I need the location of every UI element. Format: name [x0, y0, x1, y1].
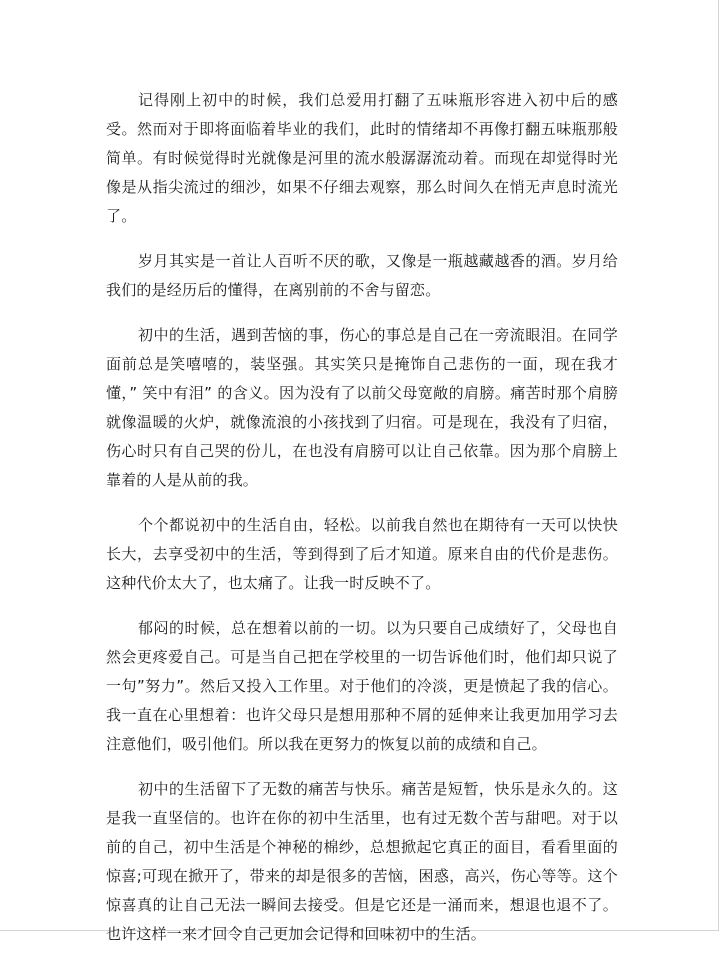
- paragraph-3: 初中的生活，遇到苦恼的事，伤心的事总是自己在一旁流眼泪。在同学面前总是笑嘻嘻的，装坚强。其实笑只是掩饰自己悲伤的一面，现在我才懂，” 笑中有泪” 的含义。因为没有了以前父母宽敞的肩膀。痛苦时那个肩膀就像温暖的火炉，就像流浪的小孩找到了归宿。可是现在，我没有了归宿，伤心时只有自己哭的份儿，在也没有肩膀可以让自己依靠。因为那个肩膀上靠着的人是从前的我。: [106, 326, 618, 489]
- paragraph-2: 岁月其实是一首让人百听不厌的歌，又像是一瓶越藏越香的酒。岁月给我们的是经历后的懂得，在离别前的不舍与留恋。: [106, 252, 618, 299]
- paragraph-1: 记得刚上初中的时候，我们总爱用打翻了五味瓶形容进入初中后的感受。然而对于即将面临着毕业的我们，此时的情绪却不再像打翻五味瓶那般简单。有时候觉得时光就像是河里的流水般潺潺流动着。而现在却觉得时光像是从指尖流过的细沙，如果不仔细去观察，那么时间久在悄无声息时流光了。: [106, 91, 618, 225]
- paragraph-6: 初中的生活留下了无数的痛苦与快乐。痛苦是短暂，快乐是永久的。这是我一直坚信的。也许在你的初中生活里，也有过无数个苦与甜吧。对于以前的自己，初中生活是个神秘的棉纱，总想掀起它真正的面目，看看里面的惊喜;可现在掀开了，带来的却是很多的苦恼，困惑，高兴，伤心等等。这个惊喜真的让自己无法一瞬间去接受。但是它还是一涌而来，想退也退不了。也许这样一来才回令自己更加会记得和回味初中的生活。: [106, 780, 618, 943]
- essay-body: [106, 86, 618, 965]
- paragraph-4: 个个都说初中的生活自由，轻松。以前我自然也在期待有一天可以快快长大，去享受初中的生活，等到得到了后才知道。原来自由的代价是悲伤。这种代价太大了，也太痛了。让我一时反映不了。: [106, 516, 618, 592]
- paragraph-5: 郁闷的时候，总在想着以前的一切。以为只要自己成绩好了，父母也自然会更疼爱自己。可是当自己把在学校里的一切告诉他们时，他们却只说了一句”努力”。然后又投入工作里。对于他们的冷淡，更是愤起了我的信心。我一直在心里想着：也许父母只是想用那种不屑的延伸来让我更加用学习去注意他们，吸引他们。所以我在更努力的恢复以前的成绩和自己。: [106, 619, 618, 753]
